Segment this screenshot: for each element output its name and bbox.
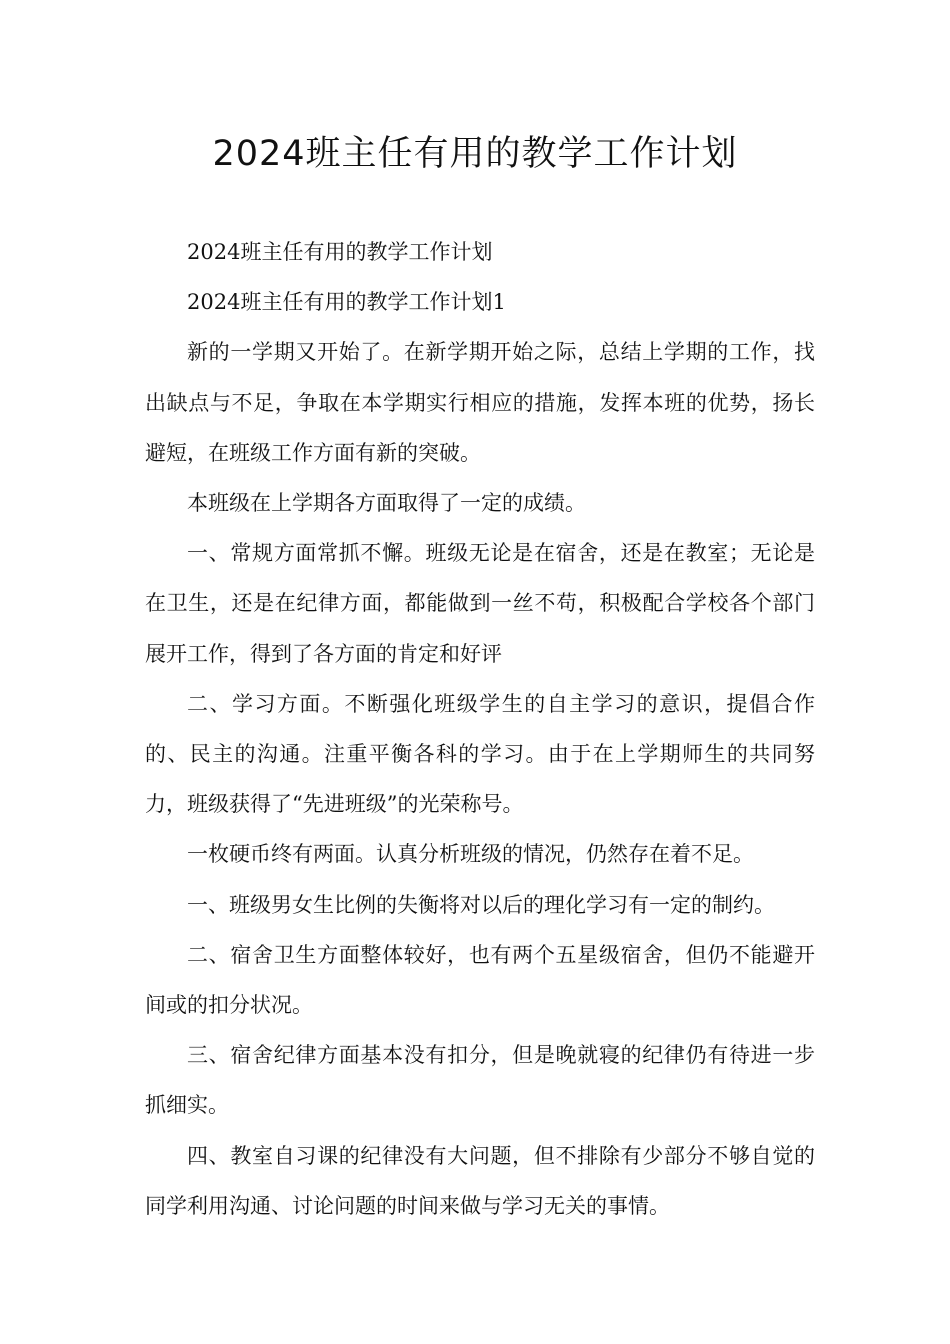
paragraph: 三、宿舍纪律方面基本没有扣分，但是晚就寝的纪律仍有待进一步抓细实。 — [145, 1043, 815, 1118]
paragraph: 二、宿舍卫生方面整体较好，也有两个五星级宿舍，但仍不能避开间或的扣分状况。 — [145, 942, 815, 1018]
paragraph-section-heading: 2024班主任有用的教学工作计划1 — [187, 290, 506, 315]
paragraph: 新的一学期又开始了。在新学期开始之际，总结上学期的工作，找出缺点与不足，争取在本学期实行相应的措施，发挥本班的优势，扬长避短，在班级工作方面有新的突破。 — [145, 340, 815, 465]
paragraph: 一、班级男女生比例的失衡将对以后的理化学习有一定的制约。 — [187, 892, 775, 917]
document-title: 2024班主任有用的教学工作计划 — [212, 134, 738, 174]
paragraph: 本班级在上学期各方面取得了一定的成绩。 — [187, 491, 586, 516]
paragraph: 四、教室自习课的纪律没有大问题，但不排除有少部分不够自觉的同学利用沟通、讨论问题的时间来做与学习无关的事情。 — [145, 1143, 815, 1218]
paragraph: 二、学习方面。不断强化班级学生的自主学习的意识，提倡合作的、民主的沟通。注重平衡各科的学习。由于在上学期师生的共同努力，班级获得了“先进班级”的光荣称号。 — [145, 691, 815, 817]
document-body — [145, 227, 815, 1231]
paragraph: 一、常规方面常抓不懈。班级无论是在宿舍，还是在教室；无论是在卫生，还是在纪律方面，都能做到一丝不苟，积极配合学校各个部门展开工作，得到了各方面的肯定和好评 — [145, 541, 815, 666]
paragraph: 一枚硬币终有两面。认真分析班级的情况，仍然存在着不足。 — [187, 842, 754, 867]
paragraph-subtitle: 2024班主任有用的教学工作计划 — [187, 240, 493, 264]
